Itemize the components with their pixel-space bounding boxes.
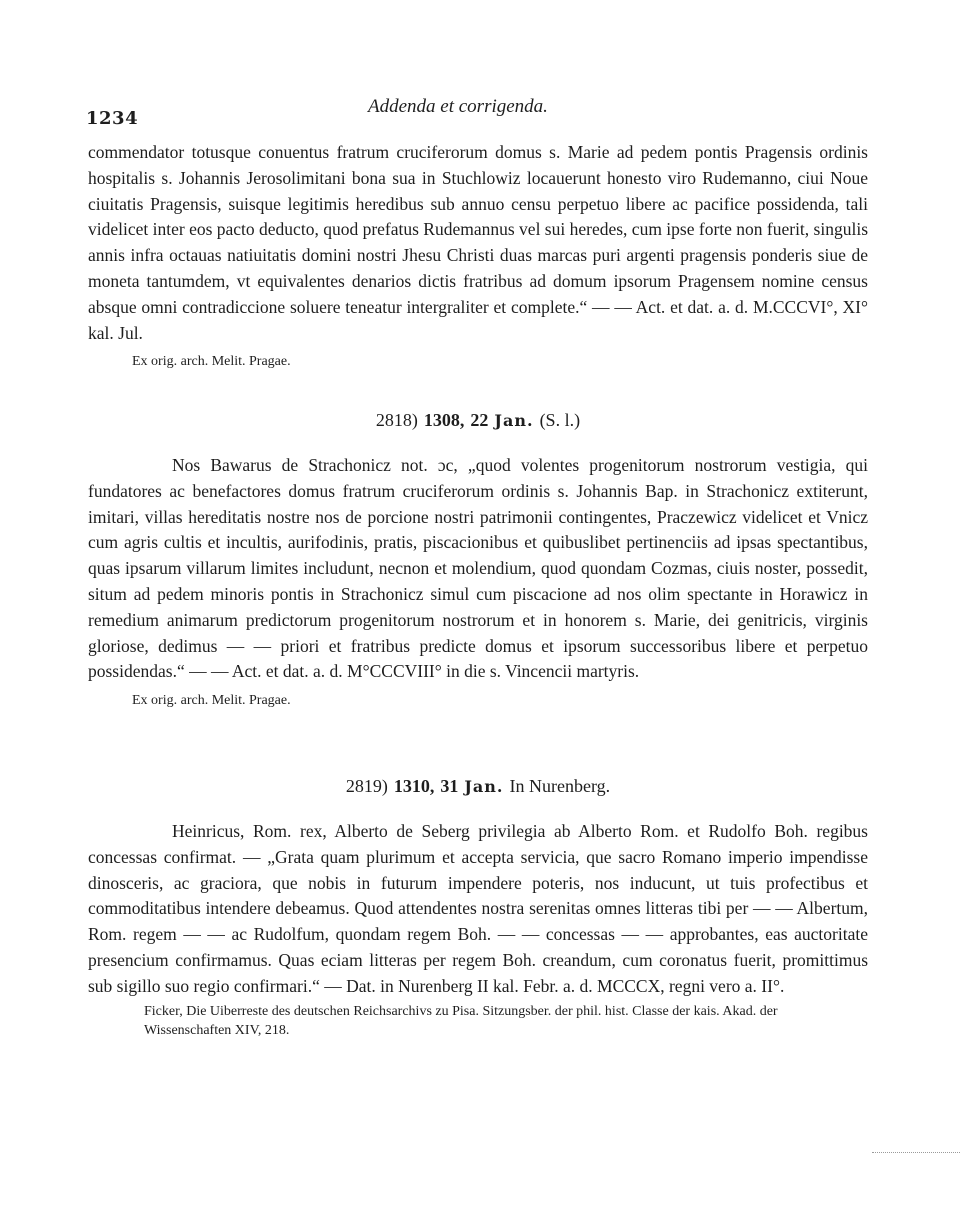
entry-text: Nos Bawarus de Strachonicz not. ɔc, „quod volentes progenitorum nostrorum vestigia, qui fundatores ac benefactores domus fratrum cruciferorum ordinis s. Johannis Bap. in Strachonicz extiterunt, imitari, villas hereditatis nostre nos de porcione nostri patrimonii contingentes, Praczewicz videlicet et Vnicz cum agris cultis et incultis, aurifodinis, pratis, piscacionibus et quibuslibet pertinenciis ad ipsas spectantibus, quas ipsarum villarum limites includunt, necnon et molendium, quod quondam Cozmas, ciuis noster, possedit, situm ad pedem minoris pontis in Strachonicz simul cum piscacione ad nos olim spectante in Horawicz in remedium animarum predictorum progenitorum nostrorum et in honorem s. Marie, dei genitricis, virginis gloriose, dedimus — — priori et fratribus predicte domus et ipsorum successoribus libere et perpetuo possidendas.“ — — Act. et dat. a. d. M°CCCVIII° in die s. Vincencii martyris. [88,455,868,682]
entry-footnote: Ficker, Die Uiberreste des deutschen Reichsarchivs zu Pisa. Sitzungsber. der phil. hist. Classe der kais. Akad. der Wissenschaften XIV, 218. [144,1003,778,1038]
continuation-block [88,140,868,372]
edge-rule [872,1152,960,1153]
entry-month: Jan. [464,777,504,796]
entry-number: 2818) [375,410,418,430]
running-title: Addenda et corrigenda. [368,96,548,117]
page-header [86,96,876,132]
entry-date: 31 [440,776,459,796]
continuation-text: commendator totusque conuentus fratrum cruciferorum domus s. Marie ad pedem pontis Pragensis ordinis hospitalis s. Johannis Jerosolimitani bona sua in Stuchlowiz locauerunt honesto viro Rudemanno, ciui Noue ciuitatis Pragensis, suisque legitimis heredibus sub annuo censu perpetuo libere ac pacifice possidenda, tali videlicet inter eos pacto deducto, quod prefatus Rudemannus vel sui heredes, cum ipse forte non fuerit, singulis annis infra octauas natiuitatis domini nostri Jhesu Christi duas marcas puri argenti pragensis ponderis siue de moneta tantumdem, vt equivalentes denarios dictis fratribus ad domum ipsorum Pragensem nomine census absque omni contradiccione soluere teneatur intergraliter et complete.“ — — Act. et dat. a. d. M.CCCVI°, XI° kal. Jul. [88,142,869,343]
entry-number: 2819) [345,776,388,796]
entry-2818 [88,410,868,711]
page-number: 1234 [86,108,139,129]
entry-2819 [88,776,868,1040]
entry-month: Jan. [494,411,534,430]
entry-heading [88,776,868,797]
entry-text: Heinricus, Rom. rex, Alberto de Seberg privilegia ab Alberto Rom. et Rudolfo Boh. regibus concessas confirmat. — „Grata quam plurimum et accepta servicia, que sacro Romano imperio impendisse dinosceris, ac graciora, que nobis in futurum impendere poteris, nos inducunt, ut tuis profectibus et commoditatibus intendere debeamus. Quod attendentes nostra serenitas omnes litteras tibi per — — Albertum, Rom. regem — — ac Rudolfum, quondam regem Boh. — — concessas — — approbantes, eas auctoritate presencium confirmamus. Quas eciam litteras per regem Boh. creandum, cum coronatus fuerit, promittimus sub sigillo suo regio confirmari.“ — Dat. in Nurenberg II kal. Febr. a. d. MCCCX, regni vero a. II°. [88,821,868,996]
entry-year: 1310, [393,776,435,796]
entry-source: Ex orig. arch. Melit. Pragae. [132,693,291,709]
entry-place: (S. l.) [539,410,581,430]
entry-date: 22 [470,410,489,430]
continuation-source: Ex orig. arch. Melit. Pragae. [132,354,291,370]
entry-heading [88,410,868,431]
entry-year: 1308, [423,410,465,430]
entry-place: In Nurenberg. [509,776,611,796]
